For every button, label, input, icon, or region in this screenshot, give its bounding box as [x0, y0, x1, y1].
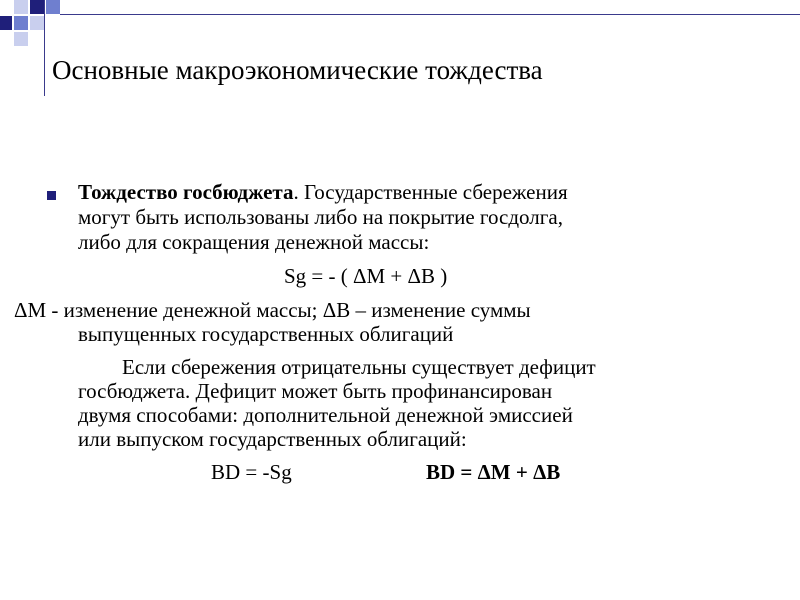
bullet-line-2: могут быть использованы либо на покрытие госдолга, — [78, 205, 563, 229]
paragraph-line-4: или выпуском государственных облигаций: — [78, 427, 467, 451]
deco-square-light — [46, 0, 60, 14]
formula-sg: Sg = - ( ΔM + ΔB ) — [284, 264, 448, 288]
definition-line-1: ΔM - изменение денежной массы; ΔB – изменение суммы — [14, 298, 531, 322]
paragraph-line-2: госбюджета. Дефицит может быть профинансирован — [78, 379, 553, 403]
bullet-line-3: либо для сокращения денежной массы: — [78, 230, 430, 254]
deco-square-pale — [30, 16, 44, 30]
deco-square-light — [14, 16, 28, 30]
slide-title: Основные макроэкономические тождества — [52, 55, 543, 85]
paragraph-line-3: двумя способами: дополнительной денежной эмиссией — [78, 403, 573, 427]
deco-square-navy — [30, 0, 44, 14]
top-rule — [60, 14, 800, 15]
definition-line-2: выпущенных государственных облигаций — [78, 322, 454, 346]
square-bullet-icon — [47, 188, 57, 198]
formula-bd-dm-db: BD = ΔM + ΔB — [426, 460, 561, 484]
bullet-lead-bold: Тождество госбюджета — [78, 180, 294, 204]
bullet-lead-rest: . Государственные сбережения — [293, 180, 568, 204]
bullet-line-1 — [78, 180, 568, 204]
deco-square-pale — [14, 32, 28, 46]
left-rule — [44, 0, 45, 96]
formula-bd-sg: BD = -Sg — [211, 460, 292, 484]
deco-square-pale — [14, 0, 28, 14]
deco-square-navy — [0, 16, 12, 30]
paragraph-line-1: Если сбережения отрицательны существует дефицит — [122, 355, 596, 379]
